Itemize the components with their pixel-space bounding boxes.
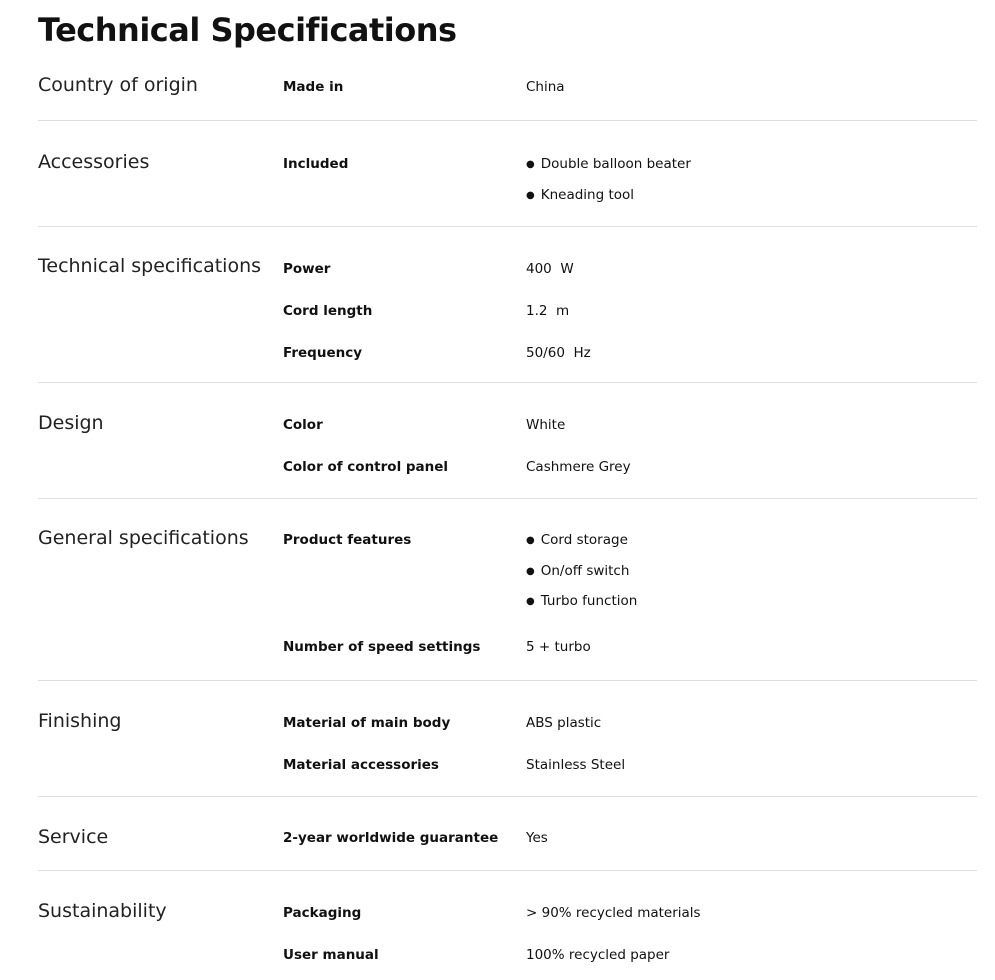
spec-value: > 90% recycled materials: [526, 905, 701, 921]
section-technical-specifications: [38, 254, 977, 383]
section-country-of-origin: [38, 73, 977, 121]
section-heading: Finishing: [38, 710, 122, 732]
list-item: ● Cord storage: [526, 530, 637, 552]
section-heading: Design: [38, 412, 104, 434]
bullet-list: [526, 154, 691, 215]
spec-label: Material accessories: [283, 757, 439, 773]
spec-label: Material of main body: [283, 715, 451, 731]
list-item: ● Turbo function: [526, 591, 637, 613]
section-heading: Country of origin: [38, 74, 198, 96]
section-heading: Sustainability: [38, 900, 167, 922]
spec-label: Color of control panel: [283, 459, 449, 475]
section-sustainability: [38, 899, 977, 977]
spec-label: Packaging: [283, 905, 362, 921]
spec-value: Stainless Steel: [526, 757, 626, 773]
spec-value: Cashmere Grey: [526, 459, 631, 475]
section-heading: Accessories: [38, 151, 150, 173]
spec-value: 50/60 Hz: [526, 345, 591, 361]
spec-label: 2-year worldwide guarantee: [283, 830, 499, 846]
list-item: ● Double balloon beater: [526, 154, 691, 176]
section-finishing: [38, 709, 977, 797]
section-heading: Technical specifications: [38, 255, 262, 277]
bullet-list: [526, 530, 637, 622]
spec-label: Made in: [283, 79, 344, 95]
spec-value: 100% recycled paper: [526, 947, 670, 963]
section-service: [38, 825, 977, 871]
section-heading: General specifications: [38, 527, 249, 549]
spec-label: Included: [283, 156, 349, 172]
section-general-specifications: [38, 526, 977, 681]
spec-value: White: [526, 417, 566, 433]
spec-value: 400 W: [526, 261, 574, 277]
spec-label: Frequency: [283, 345, 363, 361]
spec-label: User manual: [283, 947, 379, 963]
spec-value: ABS plastic: [526, 715, 602, 731]
spec-label: Power: [283, 261, 331, 277]
page-title: Technical Specifications: [38, 11, 457, 49]
section-heading: Service: [38, 826, 109, 848]
spec-value: Yes: [526, 830, 548, 846]
spec-label: Product features: [283, 532, 412, 548]
section-accessories: [38, 150, 977, 227]
spec-label: Cord length: [283, 303, 373, 319]
spec-value: 5 + turbo: [526, 639, 591, 655]
spec-value: 1.2 m: [526, 303, 570, 319]
spec-label: Color: [283, 417, 323, 433]
spec-label: Number of speed settings: [283, 639, 481, 655]
list-item: ● Kneading tool: [526, 185, 691, 207]
spec-value: China: [526, 79, 565, 95]
list-item: ● On/off switch: [526, 561, 637, 583]
section-design: [38, 411, 977, 499]
